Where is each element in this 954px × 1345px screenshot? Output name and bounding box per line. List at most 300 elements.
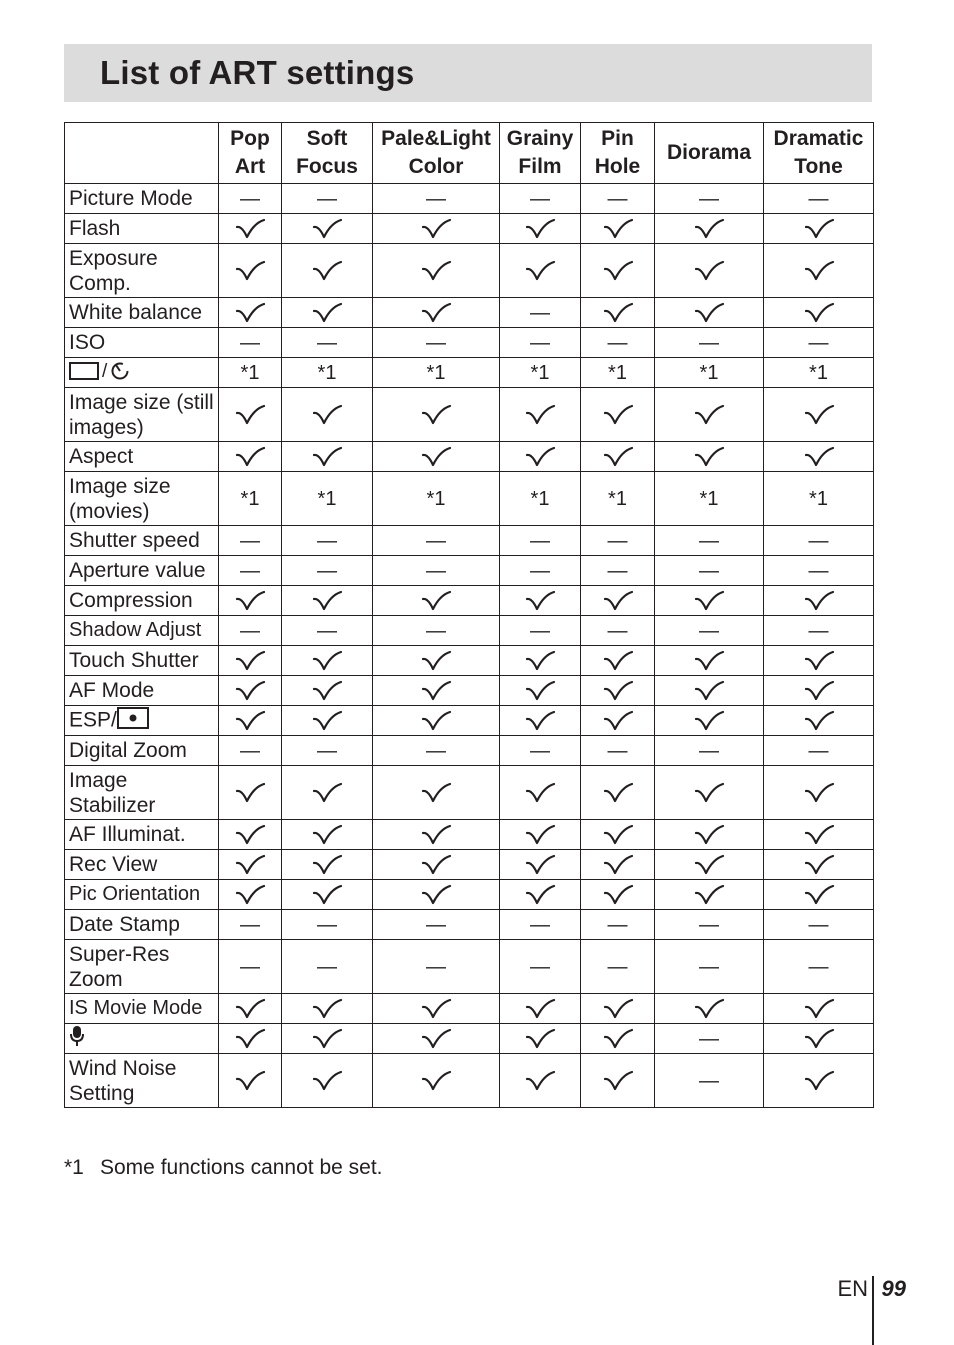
row-label-text: Image size (movies) — [69, 474, 171, 523]
check-icon — [803, 1027, 835, 1051]
check-icon — [234, 853, 266, 877]
table-cell — [219, 766, 282, 820]
check-icon — [311, 997, 343, 1021]
dash-value: — — [426, 619, 446, 642]
dash-value: — — [426, 739, 446, 762]
check-icon — [602, 1027, 634, 1051]
check-icon — [602, 649, 634, 673]
table-cell — [581, 556, 655, 586]
table-cell — [500, 940, 581, 994]
row-label — [65, 616, 219, 646]
table-cell — [655, 1054, 764, 1108]
table-cell — [581, 586, 655, 616]
table-row — [65, 388, 874, 442]
table-cell — [373, 850, 500, 880]
row-label — [65, 1024, 219, 1054]
table-cell — [282, 676, 373, 706]
table-cell — [500, 820, 581, 850]
table-cell — [500, 298, 581, 328]
table-cell — [373, 910, 500, 940]
dash-value: — — [530, 331, 550, 354]
table-cell — [655, 298, 764, 328]
table-cell — [500, 556, 581, 586]
table-row — [65, 910, 874, 940]
check-icon — [524, 403, 556, 427]
table-cell — [373, 766, 500, 820]
table-cell — [581, 880, 655, 910]
check-icon — [234, 679, 266, 703]
row-label-text: AF Mode — [69, 679, 155, 702]
row-label — [65, 880, 219, 910]
table-cell — [373, 736, 500, 766]
table-cell — [655, 442, 764, 472]
check-icon — [803, 649, 835, 673]
check-icon — [234, 709, 266, 733]
table-row — [65, 994, 874, 1024]
footnote — [64, 1156, 383, 1180]
dash-value: — — [240, 955, 260, 978]
table-cell — [581, 994, 655, 1024]
footnote-ref: *1 — [317, 361, 337, 384]
table-cell — [373, 586, 500, 616]
table-cell — [373, 526, 500, 556]
table-row — [65, 880, 874, 910]
table-cell — [655, 676, 764, 706]
footnote-ref: *1 — [608, 361, 627, 384]
column-header: Pin Hole — [581, 123, 655, 184]
dash-value: — — [240, 529, 260, 552]
check-icon — [420, 1027, 452, 1051]
table-row — [65, 706, 874, 736]
check-icon — [693, 301, 725, 325]
footnote-ref: *1 — [530, 487, 550, 510]
table-row — [65, 526, 874, 556]
table-cell — [500, 850, 581, 880]
table-cell — [282, 556, 373, 586]
check-icon — [602, 823, 634, 847]
check-icon — [420, 883, 452, 907]
table-cell — [500, 616, 581, 646]
table-row — [65, 766, 874, 820]
row-label — [65, 358, 219, 388]
table-cell — [764, 820, 874, 850]
table-cell — [655, 388, 764, 442]
check-icon — [311, 853, 343, 877]
dash-value: — — [530, 187, 550, 210]
table-cell — [500, 1054, 581, 1108]
table-cell — [219, 910, 282, 940]
table-cell — [373, 442, 500, 472]
table-row — [65, 586, 874, 616]
column-header: Diorama — [655, 123, 764, 184]
footnote-ref: *1 — [240, 361, 260, 384]
check-icon — [524, 997, 556, 1021]
table-cell — [373, 298, 500, 328]
row-label — [65, 646, 219, 676]
dash-value: — — [317, 739, 337, 762]
row-label — [65, 214, 219, 244]
dash-value: — — [317, 529, 337, 552]
check-icon — [234, 649, 266, 673]
table-cell — [764, 388, 874, 442]
row-label — [65, 328, 219, 358]
table-cell — [282, 940, 373, 994]
check-icon — [234, 781, 266, 805]
table-cell — [219, 880, 282, 910]
table-cell — [219, 328, 282, 358]
table-cell — [764, 736, 874, 766]
footnote-ref: *1 — [426, 487, 446, 510]
row-label-text: Digital Zoom — [69, 739, 187, 762]
table-cell — [764, 358, 874, 388]
table-cell — [500, 388, 581, 442]
footnote-text: Some functions cannot be set. — [100, 1156, 383, 1179]
check-icon — [311, 259, 343, 283]
table-cell — [500, 910, 581, 940]
table-cell — [581, 472, 655, 526]
check-icon — [693, 997, 725, 1021]
dash-value: — — [808, 619, 829, 642]
check-icon — [420, 781, 452, 805]
table-cell — [764, 850, 874, 880]
dash-value: — — [426, 187, 446, 210]
check-icon — [311, 649, 343, 673]
check-icon — [524, 709, 556, 733]
row-label — [65, 940, 219, 994]
footnote-ref: *1 — [530, 361, 550, 384]
check-icon — [420, 217, 452, 241]
table-cell — [219, 244, 282, 298]
table-cell — [581, 616, 655, 646]
table-cell — [655, 736, 764, 766]
table-cell — [219, 1054, 282, 1108]
art-settings-table — [64, 122, 874, 1108]
table-cell — [373, 1054, 500, 1108]
table-cell — [282, 244, 373, 298]
table-cell — [219, 298, 282, 328]
table-cell — [655, 556, 764, 586]
dash-value: — — [699, 1069, 719, 1092]
check-icon — [693, 259, 725, 283]
check-icon — [524, 217, 556, 241]
dash-value: — — [317, 559, 337, 582]
check-icon — [803, 589, 835, 613]
table-cell — [282, 616, 373, 646]
column-header: Pop Art — [219, 123, 282, 184]
dash-value: — — [240, 739, 260, 762]
row-label — [65, 586, 219, 616]
dash-value: — — [240, 619, 260, 642]
table-cell — [219, 1024, 282, 1054]
dash-value: — — [240, 331, 260, 354]
check-icon — [693, 883, 725, 907]
row-label-text: White balance — [69, 301, 203, 324]
table-cell — [500, 646, 581, 676]
check-icon — [234, 301, 266, 325]
footnote-ref: *1 — [809, 487, 828, 510]
dash-value: — — [426, 559, 446, 582]
table-cell — [655, 214, 764, 244]
table-cell — [655, 358, 764, 388]
table-cell — [373, 1024, 500, 1054]
table-cell — [282, 994, 373, 1024]
table-cell — [282, 472, 373, 526]
table-cell — [219, 736, 282, 766]
dash-value: — — [530, 955, 550, 978]
table-cell — [764, 1024, 874, 1054]
check-icon — [420, 445, 452, 469]
table-cell — [581, 358, 655, 388]
check-icon — [311, 781, 343, 805]
table-cell — [373, 616, 500, 646]
table-cell — [282, 646, 373, 676]
table-cell — [764, 526, 874, 556]
table-cell — [373, 472, 500, 526]
table-cell — [581, 1024, 655, 1054]
row-label-text: Image Stabilizer — [69, 768, 156, 817]
table-cell — [764, 910, 874, 940]
check-icon — [311, 883, 343, 907]
check-icon — [420, 259, 452, 283]
row-label — [65, 442, 219, 472]
table-cell — [282, 442, 373, 472]
table-cell — [219, 616, 282, 646]
table-cell — [219, 850, 282, 880]
spot-metering-icon — [117, 707, 149, 735]
dash-value: — — [317, 187, 337, 210]
table-cell — [655, 910, 764, 940]
row-label — [65, 850, 219, 880]
check-icon — [311, 679, 343, 703]
dash-value: — — [530, 529, 550, 552]
table-cell — [581, 766, 655, 820]
dash-value: — — [699, 529, 719, 552]
table-cell — [764, 616, 874, 646]
check-icon — [693, 445, 725, 469]
table-cell — [764, 706, 874, 736]
table-cell — [282, 1054, 373, 1108]
table-cell — [282, 526, 373, 556]
check-icon — [602, 853, 634, 877]
table-cell — [764, 298, 874, 328]
table-cell — [655, 328, 764, 358]
table-cell — [764, 940, 874, 994]
table-cell — [500, 184, 581, 214]
row-label — [65, 184, 219, 214]
table-cell — [373, 328, 500, 358]
dash-value: — — [426, 529, 446, 552]
table-cell — [764, 472, 874, 526]
row-label — [65, 676, 219, 706]
row-label — [65, 526, 219, 556]
check-icon — [602, 445, 634, 469]
check-icon — [311, 301, 343, 325]
dash-value: — — [607, 187, 628, 210]
row-label-text: Touch Shutter — [69, 649, 199, 672]
table-cell — [655, 526, 764, 556]
row-label-text: Flash — [69, 217, 121, 240]
table-cell — [500, 472, 581, 526]
check-icon — [234, 997, 266, 1021]
dash-value: — — [607, 331, 628, 354]
table-row — [65, 1024, 874, 1054]
table-cell — [655, 1024, 764, 1054]
dash-value: — — [699, 913, 719, 936]
table-cell — [219, 586, 282, 616]
row-label — [65, 820, 219, 850]
table-cell — [500, 442, 581, 472]
dash-value: — — [607, 955, 628, 978]
row-label — [65, 556, 219, 586]
dash-value: — — [607, 529, 628, 552]
check-icon — [420, 679, 452, 703]
row-label-text: AF Illuminat. — [69, 823, 186, 846]
table-cell — [282, 298, 373, 328]
check-icon — [524, 589, 556, 613]
table-cell — [500, 766, 581, 820]
dash-value: — — [530, 559, 550, 582]
table-cell — [581, 526, 655, 556]
check-icon — [420, 997, 452, 1021]
check-icon — [602, 997, 634, 1021]
table-cell — [282, 706, 373, 736]
dash-value: — — [426, 331, 446, 354]
column-header: Dramatic Tone — [764, 123, 874, 184]
table-row — [65, 214, 874, 244]
row-label-text: Picture Mode — [69, 187, 193, 210]
footnote-ref: *1 — [426, 361, 446, 384]
check-icon — [234, 823, 266, 847]
table-row — [65, 820, 874, 850]
check-icon — [803, 301, 835, 325]
corner-cell — [65, 123, 219, 184]
dash-value: — — [530, 913, 550, 936]
table-row — [65, 184, 874, 214]
table-cell — [764, 244, 874, 298]
footer-divider — [872, 1276, 874, 1345]
column-header: Soft Focus — [282, 123, 373, 184]
table-cell — [581, 736, 655, 766]
table-cell — [655, 880, 764, 910]
table-cell — [581, 244, 655, 298]
check-icon — [693, 217, 725, 241]
table-cell — [373, 388, 500, 442]
check-icon — [524, 823, 556, 847]
check-icon — [420, 301, 452, 325]
dash-value: — — [607, 739, 628, 762]
footnote-mark: *1 — [64, 1156, 84, 1179]
check-icon — [693, 679, 725, 703]
table-cell — [500, 214, 581, 244]
check-icon — [420, 649, 452, 673]
check-icon — [602, 259, 634, 283]
table-cell — [500, 994, 581, 1024]
check-icon — [311, 709, 343, 733]
check-icon — [803, 403, 835, 427]
check-icon — [420, 853, 452, 877]
row-label-text: Shutter speed — [69, 529, 200, 552]
check-icon — [803, 679, 835, 703]
table-row — [65, 358, 874, 388]
dash-value: — — [530, 739, 550, 762]
table-row — [65, 646, 874, 676]
table-cell — [581, 676, 655, 706]
row-label-text: / — [102, 360, 108, 381]
check-icon — [693, 823, 725, 847]
row-label — [65, 244, 219, 298]
table-cell — [373, 646, 500, 676]
table-cell — [282, 850, 373, 880]
check-icon — [803, 445, 835, 469]
table-cell — [282, 214, 373, 244]
footnote-ref: *1 — [699, 361, 719, 384]
table-cell — [282, 1024, 373, 1054]
check-icon — [602, 781, 634, 805]
table-cell — [581, 646, 655, 676]
row-label-text: Rec View — [69, 853, 158, 876]
row-label-text: ISO — [69, 331, 106, 354]
table-cell — [500, 526, 581, 556]
dash-value: — — [607, 619, 628, 642]
table-cell — [764, 328, 874, 358]
table-cell — [219, 214, 282, 244]
table-cell — [373, 244, 500, 298]
column-header: Grainy Film — [500, 123, 581, 184]
dash-value: — — [699, 187, 719, 210]
table-cell — [764, 880, 874, 910]
table-row — [65, 442, 874, 472]
table-cell — [655, 940, 764, 994]
check-icon — [524, 781, 556, 805]
table-cell — [581, 940, 655, 994]
table-cell — [282, 820, 373, 850]
table-cell — [373, 706, 500, 736]
dash-value: — — [240, 187, 260, 210]
check-icon — [602, 883, 634, 907]
table-cell — [373, 994, 500, 1024]
table-cell — [764, 766, 874, 820]
page-title: List of ART settings — [100, 54, 415, 91]
table-cell — [373, 556, 500, 586]
check-icon — [602, 679, 634, 703]
check-icon — [602, 301, 634, 325]
check-icon — [803, 217, 835, 241]
row-label-text: Shadow Adjust — [69, 619, 202, 641]
check-icon — [311, 1069, 343, 1093]
table-cell — [500, 736, 581, 766]
check-icon — [602, 709, 634, 733]
table-cell — [655, 616, 764, 646]
table-cell — [219, 442, 282, 472]
row-label — [65, 910, 219, 940]
check-icon — [524, 1069, 556, 1093]
check-icon — [803, 997, 835, 1021]
dash-value: — — [699, 955, 719, 978]
dash-value: — — [317, 955, 337, 978]
check-icon — [311, 403, 343, 427]
table-cell — [500, 676, 581, 706]
table-row — [65, 244, 874, 298]
check-icon — [803, 709, 835, 733]
language-label: EN — [837, 1276, 868, 1301]
dash-value: — — [699, 331, 719, 354]
dash-value: — — [607, 559, 628, 582]
check-icon — [420, 403, 452, 427]
table-cell — [219, 472, 282, 526]
dash-value: — — [808, 331, 829, 354]
dash-value: — — [808, 559, 829, 582]
microphone-icon — [69, 1025, 85, 1053]
